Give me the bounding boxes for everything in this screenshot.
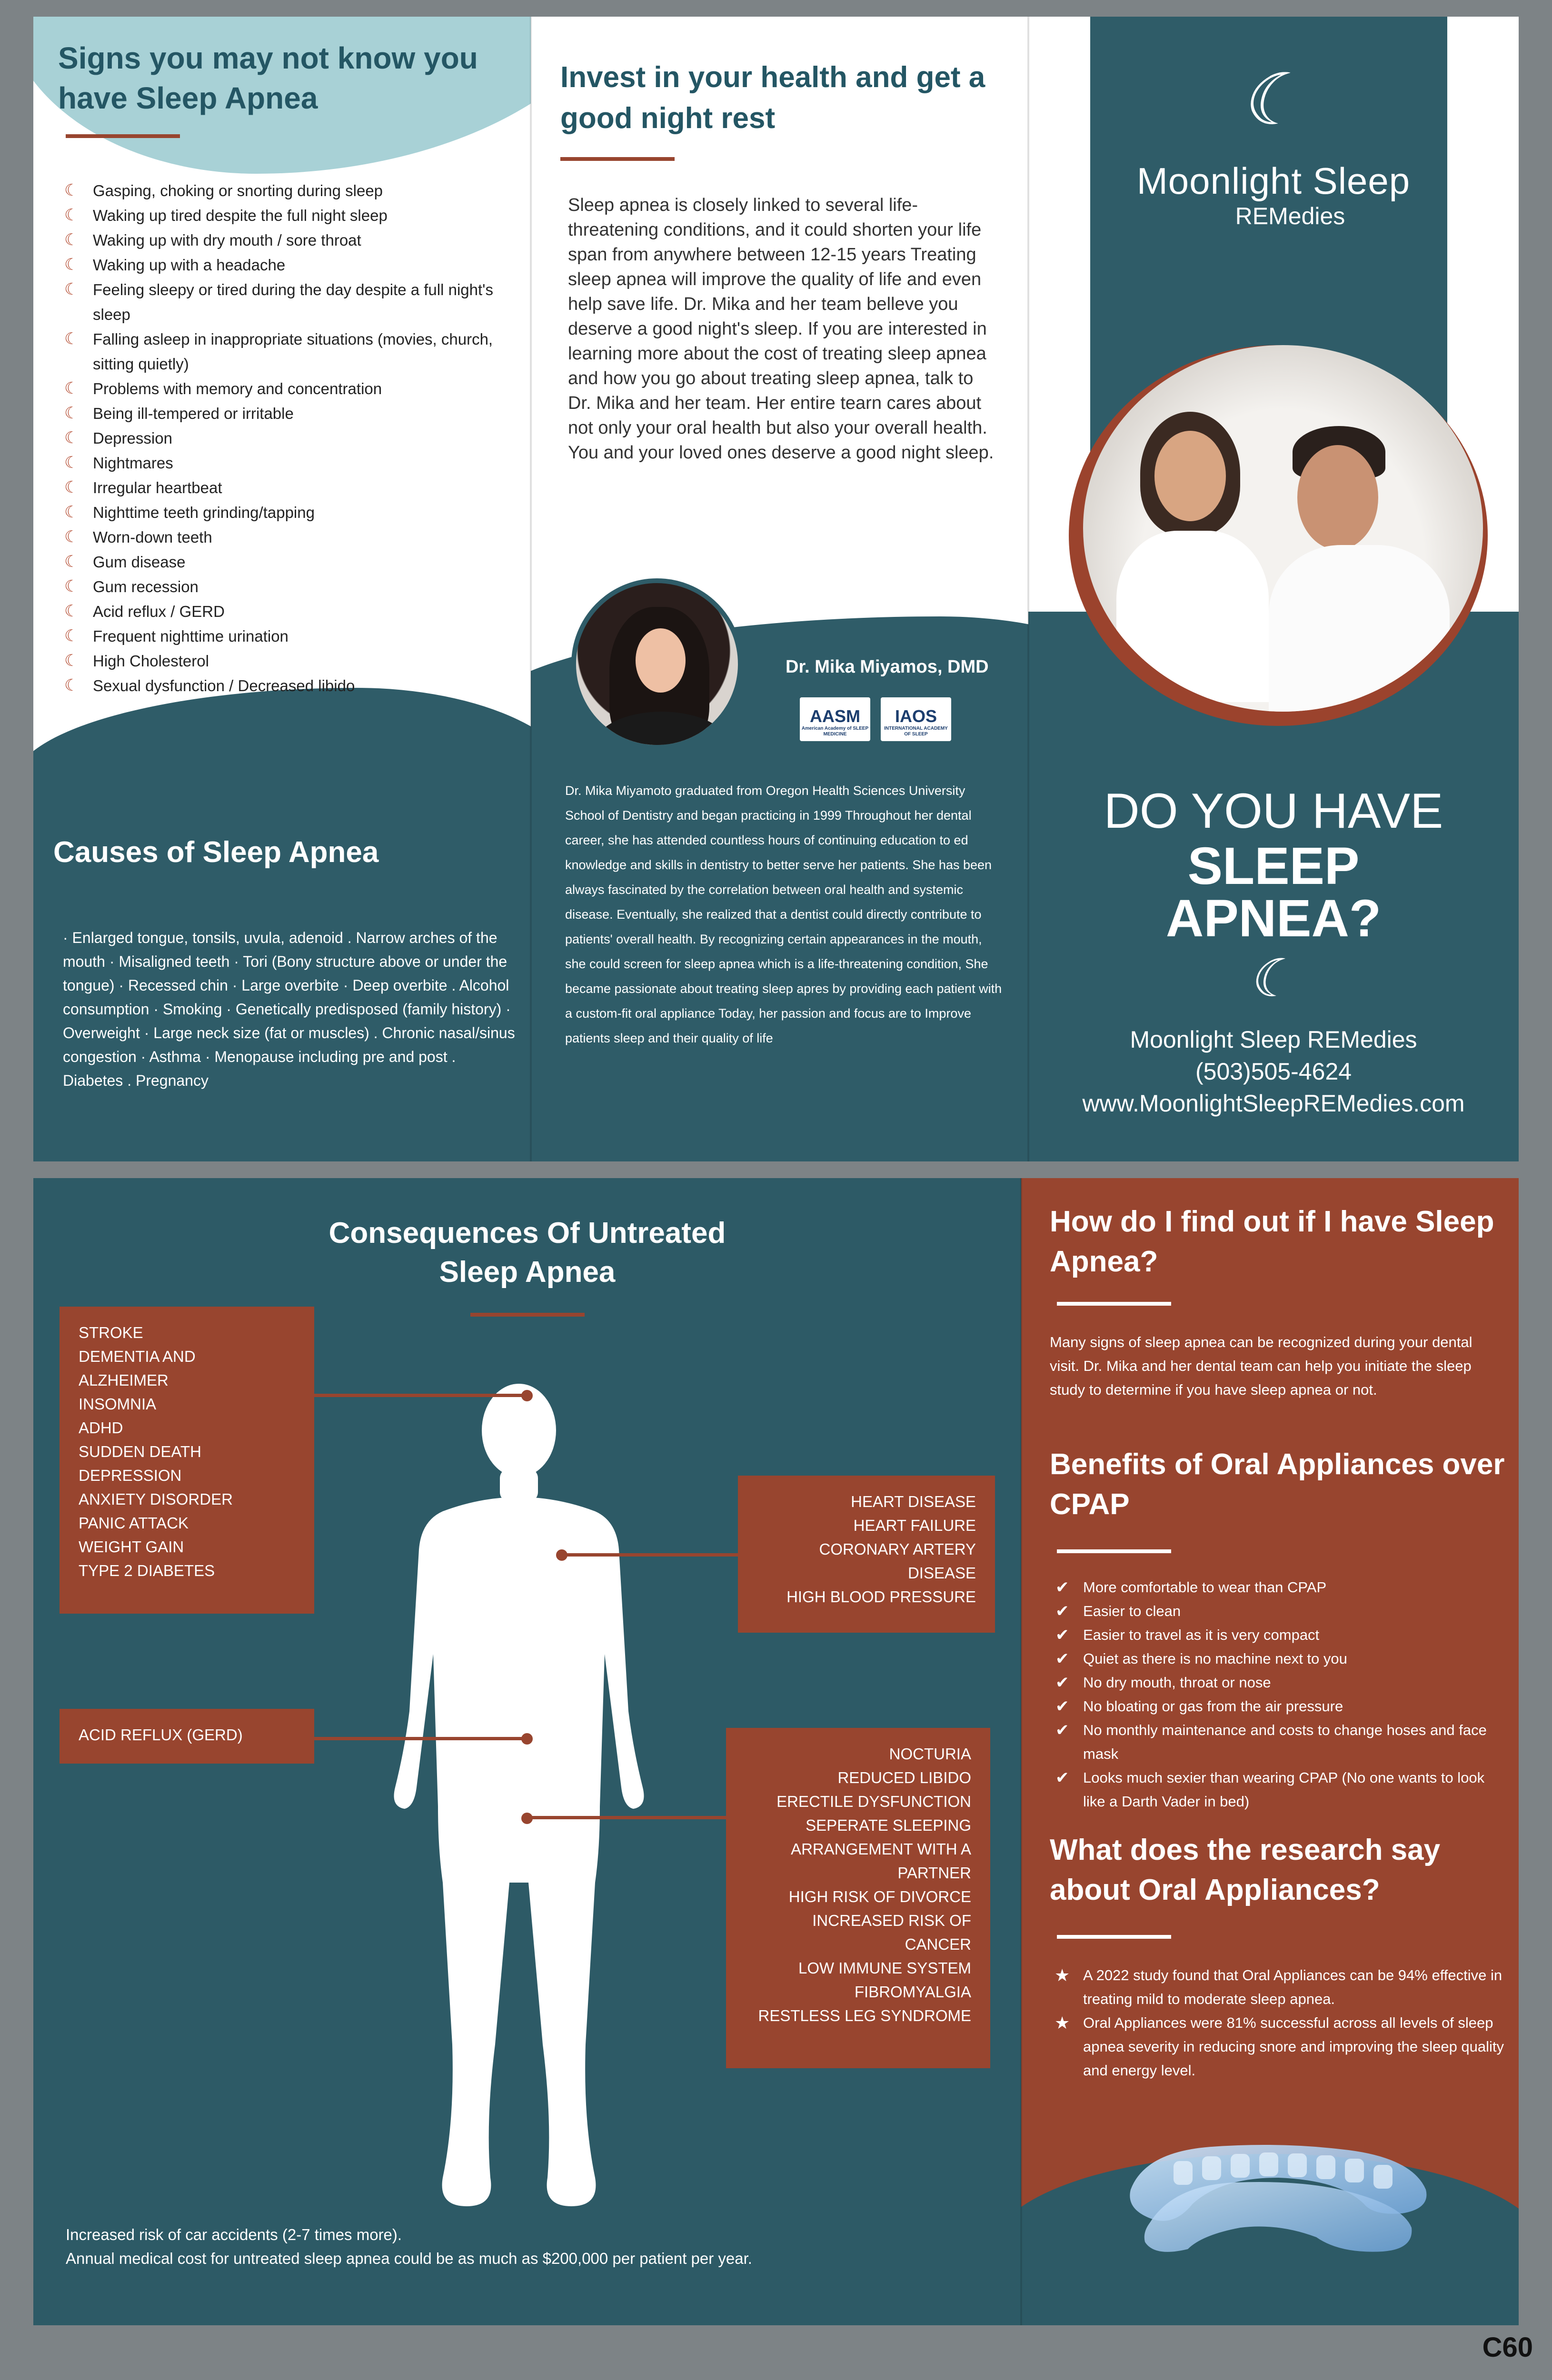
moon-bullet-icon: ☾ xyxy=(64,404,79,422)
moon-bullet-icon: ☾ xyxy=(64,206,79,224)
sign-item: ☾ Being ill-tempered or irritable xyxy=(64,404,294,422)
moon-bullet-icon: ☾ xyxy=(64,627,79,645)
benefit-item: ✔ No dry mouth, throat or nose xyxy=(1050,1671,1507,1695)
lower-body-conditions-box xyxy=(726,1728,990,2068)
sign-item: ☾ Feeling sleepy or tired during the day despite a full night's sleep xyxy=(64,280,493,323)
check-icon: ✔ xyxy=(1055,1650,1069,1668)
star-icon: ★ xyxy=(1055,1965,1070,1985)
brochure-inside xyxy=(33,1178,1519,2325)
condition-item: HIGH BLOOD PRESSURE xyxy=(786,1588,976,1606)
check-icon: ✔ xyxy=(1055,1697,1069,1716)
brand-name: Moonlight Sleep xyxy=(1136,160,1411,202)
signs-list xyxy=(64,178,521,698)
moon-bullet-icon: ☾ xyxy=(64,676,79,694)
sign-item: ☾ Nightmares xyxy=(64,454,173,472)
condition-item: INSOMNIA xyxy=(79,1395,157,1413)
moon-bullet-icon: ☾ xyxy=(64,528,79,546)
sign-item: ☾ Depression xyxy=(64,429,172,447)
sign-item: ☾ Irregular heartbeat xyxy=(64,478,222,496)
panel-cover xyxy=(1028,17,1519,1161)
contact-website: www.MoonlightSleepREMedies.com xyxy=(1082,1090,1465,1117)
benefit-item: ✔ No bloating or gas from the air pressure xyxy=(1050,1695,1507,1718)
causes-text: · Enlarged tongue, tonsils, uvula, adenoid . Narrow arches of the mouth · Misaligned teeth · Tori (Bony structure above or under the tongue) · Recessed chin · Large overbite · Deep overbite . Alcohol consumption · Smoking · Genetically predisposed (family history) · Overweight · Large neck size (fat or muscles) . Chronic nasal/sinus congestion · Asthma · Menopause including pre and post . Diabetes . Pregnancy xyxy=(63,929,515,1089)
benefits-title: Benefits of Oral Appliances over CPAP xyxy=(1050,1448,1505,1521)
moon-logo-icon: ☾ xyxy=(1239,59,1303,141)
moon-bullet-icon: ☾ xyxy=(64,429,79,447)
check-icon: ✔ xyxy=(1055,1626,1069,1644)
panel-invest-doctor xyxy=(531,17,1028,1161)
consequences-title: Consequences Of Untreated Sleep Apnea xyxy=(328,1217,726,1289)
check-icon: ✔ xyxy=(1055,1578,1069,1597)
oral-appliance-image xyxy=(1116,2132,1440,2261)
check-icon: ✔ xyxy=(1055,1769,1069,1787)
research-title: What does the research say about Oral Appliances? xyxy=(1050,1834,1441,1906)
condition-item: REDUCED LIBIDO xyxy=(837,1769,971,1786)
moon-bullet-icon: ☾ xyxy=(64,602,79,620)
moon-bullet-icon: ☾ xyxy=(64,454,79,472)
condition-item: ACID REFLUX (GERD) xyxy=(79,1726,243,1744)
doctor-bio: Dr. Mika Miyamoto graduated from Oregon Health Sciences University School of Dentistry and began practicing in 1999 Throughout her dental career, she has attended countless hours of continuing education to ed knowledge and skills in dentistry to better serve her patients. She has been always fascinated by the correlation between oral health and systemic disease. Eventually, she realized that a dentist could directly contribute to patients' overall health. By recognizing certain appearances in the mouth, she could screen for sleep apnea which is a life-threatening condition, She became passionate about treating sleep apres by providing each patient with a custom-fit oral appliance Today, her passion and focus are to Improve patients sleep and their quality of life xyxy=(565,783,1002,1045)
contact-phone: (503)505-4624 xyxy=(1195,1058,1352,1085)
title-underline xyxy=(560,157,675,161)
panel-signs-causes xyxy=(33,17,531,1161)
condition-item: HIGH RISK OF DIVORCE xyxy=(788,1888,971,1905)
condition-item: ANXIETY DISORDER xyxy=(79,1490,233,1508)
condition-item: INCREASED RISK OF xyxy=(812,1912,971,1929)
sign-item: ☾ Falling asleep in inappropriate situations (movies, church, sitting quietly) xyxy=(64,330,493,373)
benefit-item: ✔ No monthly maintenance and costs to change hoses and face mask xyxy=(1050,1718,1507,1766)
benefit-item: ✔ Quiet as there is no machine next to you xyxy=(1050,1647,1507,1671)
research-item: ★ Oral Appliances were 81% successful across all levels of sleep apnea severity in reducing snore and improving the sleep quality and energy level. xyxy=(1050,2011,1507,2082)
cover-question-line1: DO YOU HAVE xyxy=(1104,783,1443,839)
condition-item: DEPRESSION xyxy=(79,1467,182,1484)
sign-item: ☾ Nighttime teeth grinding/tapping xyxy=(64,503,315,521)
condition-item: ALZHEIMER xyxy=(79,1371,169,1389)
causes-title: Causes of Sleep Apnea xyxy=(53,836,379,869)
condition-item: PANIC ATTACK xyxy=(79,1514,189,1532)
condition-item: ERECTILE DYSFUNCTION xyxy=(776,1793,971,1810)
moon-bullet-icon: ☾ xyxy=(64,231,79,249)
moon-bullet-icon: ☾ xyxy=(64,577,79,595)
contact-name: Moonlight Sleep REMedies xyxy=(1130,1026,1417,1053)
sign-item: ☾ Waking up with a headache xyxy=(64,256,286,274)
moon-bullet-icon: ☾ xyxy=(64,652,79,670)
star-icon: ★ xyxy=(1055,2013,1070,2033)
condition-item: WEIGHT GAIN xyxy=(79,1538,184,1556)
sign-item: ☾ Problems with memory and concentration xyxy=(64,379,382,397)
sign-item: ☾ Acid reflux / GERD xyxy=(64,602,225,620)
condition-item: HEART FAILURE xyxy=(853,1517,976,1534)
sign-item: ☾ High Cholesterol xyxy=(64,652,209,670)
moon-bullet-icon: ☾ xyxy=(64,256,79,274)
benefits-list xyxy=(1050,1576,1507,1814)
brand-subtitle: REMedies xyxy=(1235,203,1345,229)
panel-oral-appliances xyxy=(1021,1178,1519,2325)
moon-bullet-icon: ☾ xyxy=(64,181,79,199)
panel-consequences xyxy=(33,1178,1021,2325)
research-list xyxy=(1050,1964,1507,2082)
moon-bullet-icon: ☾ xyxy=(64,478,79,496)
condition-item: TYPE 2 DIABETES xyxy=(79,1562,215,1579)
condition-item: STROKE xyxy=(79,1324,143,1341)
doctor-name: Dr. Mika Miyamos, DMD xyxy=(786,657,989,677)
research-item: ★ A 2022 study found that Oral Appliances can be 94% effective in treating mild to moderate sleep apnea. xyxy=(1050,1964,1507,2011)
condition-item: PARTNER xyxy=(897,1864,971,1882)
brochure-outside xyxy=(33,17,1519,1161)
sign-item: ☾ Gum recession xyxy=(64,577,199,595)
moon-bullet-icon: ☾ xyxy=(64,280,79,298)
condition-item: SUDDEN DEATH xyxy=(79,1443,201,1460)
condition-item: DEMENTIA AND xyxy=(79,1348,196,1365)
findout-title: How do I find out if I have Sleep Apnea? xyxy=(1050,1205,1494,1278)
condition-item: ADHD xyxy=(79,1419,123,1437)
benefit-item: ✔ More comfortable to wear than CPAP xyxy=(1050,1576,1507,1599)
benefit-item: ✔ Looks much sexier than wearing CPAP (No one wants to look like a Darth Vader in bed) xyxy=(1050,1766,1507,1814)
condition-item: ARRANGEMENT WITH A xyxy=(791,1840,971,1858)
sign-item: ☾ Worn-down teeth xyxy=(64,528,212,546)
aasm-logo: AASM American Academy of SLEEP MEDICINE xyxy=(800,697,870,741)
moon-bullet-icon: ☾ xyxy=(64,379,79,397)
couple-photo xyxy=(1069,345,1488,726)
brain-conditions-box xyxy=(60,1307,314,1614)
condition-item: CORONARY ARTERY xyxy=(819,1540,976,1558)
condition-item: LOW IMMUNE SYSTEM xyxy=(798,1959,971,1977)
cover-question-line2: SLEEP xyxy=(1187,837,1360,895)
condition-item: CANCER xyxy=(905,1935,971,1953)
invest-body: Sleep apnea is closely linked to several life-threatening conditions, and it could shorten your life span from anywhere between 12-15 years Treating sleep apnea will improve the quality of life and even help save life. Dr. Mika and her team belleve you deserve a good night's sleep. If you are interested in learning more about the cost of treating sleep apnea and how you go about treating sleep apnea, talk to Dr. Mika and her team. Her entire tearn cares about not only your oral health but also your overall health. You and your loved ones deserve a good night sleep. xyxy=(568,195,994,463)
title-underline xyxy=(66,134,180,138)
check-icon: ✔ xyxy=(1055,1721,1069,1739)
consequences-footnote: Increased risk of car accidents (2-7 times more). Annual medical cost for untreated sleep apnea could be as much as $200,000 per patient per year. xyxy=(66,2226,752,2267)
invest-title: Invest in your health and get a good night rest xyxy=(560,61,985,135)
moon-bullet-icon: ☾ xyxy=(64,503,79,521)
stomach-conditions-box xyxy=(60,1709,314,1764)
moon-logo-icon: ☾ xyxy=(1247,948,1295,1009)
sign-item: ☾ Sexual dysfunction / Decreased libido xyxy=(64,676,355,694)
signs-title: Signs you may not know you have Sleep Apnea xyxy=(58,41,478,115)
check-icon: ✔ xyxy=(1055,1674,1069,1692)
condition-item: SEPERATE SLEEPING xyxy=(806,1816,971,1834)
condition-item: DISEASE xyxy=(907,1564,976,1582)
moon-bullet-icon: ☾ xyxy=(64,330,79,348)
sign-item: ☾ Frequent nighttime urination xyxy=(64,627,289,645)
check-icon: ✔ xyxy=(1055,1602,1069,1620)
title-underline xyxy=(470,1313,585,1317)
findout-text: Many signs of sleep apnea can be recognized during your dental visit. Dr. Mika and her dental team can help you initiate the sleep study to determine if you have sleep apnea or not. xyxy=(1050,1334,1472,1398)
sign-item: ☾ Waking up with dry mouth / sore throat xyxy=(64,231,361,249)
benefit-item: ✔ Easier to clean xyxy=(1050,1599,1507,1623)
condition-item: FIBROMYALGIA xyxy=(854,1983,971,2001)
code-label: C60 xyxy=(1482,2332,1533,2363)
doctor-portrait xyxy=(571,578,743,750)
condition-item: RESTLESS LEG SYNDROME xyxy=(758,2007,971,2024)
human-silhouette xyxy=(386,1378,652,2235)
sign-item: ☾ Waking up tired despite the full night sleep xyxy=(64,206,388,224)
sign-item: ☾ Gasping, choking or snorting during sleep xyxy=(64,181,383,199)
condition-item: HEART DISEASE xyxy=(851,1493,976,1510)
condition-item: NOCTURIA xyxy=(889,1745,971,1763)
heart-conditions-box xyxy=(738,1476,995,1633)
benefit-item: ✔ Easier to travel as it is very compact xyxy=(1050,1623,1507,1647)
cover-question-line3: APNEA? xyxy=(1165,889,1382,948)
sign-item: ☾ Gum disease xyxy=(64,553,186,571)
moon-bullet-icon: ☾ xyxy=(64,553,79,571)
iaos-logo: IAOS INTERNATIONAL ACADEMY OF SLEEP xyxy=(881,697,951,741)
